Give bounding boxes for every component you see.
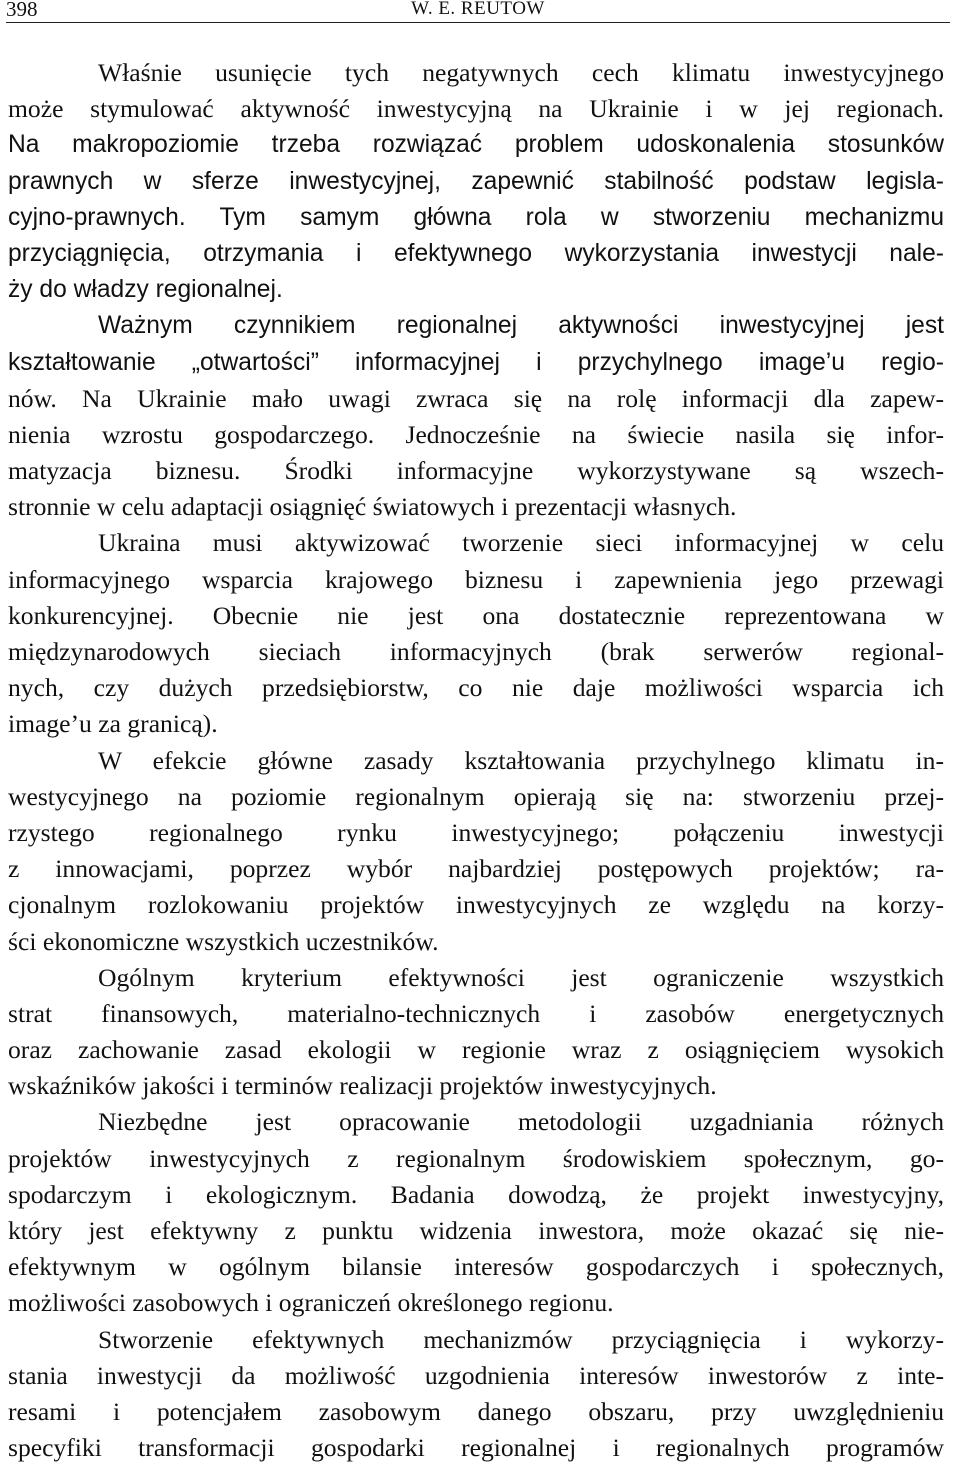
text-line: image’u za granicą). <box>8 709 218 739</box>
text-line: Niezbędne jest opracowanie metodologii uzgadniania różnych <box>98 1107 944 1137</box>
page-number: 398 <box>6 0 38 21</box>
text-line: przyciągnięcia, otrzymania i efektywnego wykorzystania inwestycji nale- <box>8 239 944 267</box>
text-line: Na makropoziomie trzeba rozwiązać problem udoskonalenia stosunków <box>8 131 944 159</box>
text-line: Stworzenie efektywnych mechanizmów przyciągnięcia i wykorzy- <box>98 1324 944 1354</box>
paragraph <box>8 960 944 1105</box>
text-line: specyfiki transformacji gospodarki regionalnej i regionalnych programów <box>8 1433 944 1463</box>
paragraph <box>8 1322 944 1467</box>
running-header <box>6 0 950 23</box>
text-line: rzystego regionalnego rynku inwestycyjnego; połączeniu inwestycji <box>8 817 944 847</box>
text-line: nienia wzrostu gospodarczego. Jednocześnie na świecie nasila się infor- <box>8 419 944 449</box>
text-line: prawnych w sferze inwestycyjnej, zapewnić stabilność podstaw legisla- <box>8 167 944 195</box>
text-line: Ukraina musi aktywizować tworzenie sieci informacyjnej w celu <box>98 528 944 558</box>
text-line: oraz zachowanie zasad ekologii w regionie wraz z osiągnięciem wysokich <box>8 1035 944 1065</box>
text-line: projektów inwestycyjnych z regionalnym środowiskiem społecznym, go- <box>8 1143 944 1173</box>
text-line: ści ekonomiczne wszystkich uczestników. <box>8 926 439 956</box>
text-line: nów. Na Ukrainie mało uwagi zwraca się na rolę informacji dla zapew- <box>8 383 944 413</box>
paragraph <box>8 525 944 742</box>
text-line: stania inwestycji da możliwość uzgodnienia interesów inwestorów z inte- <box>8 1360 944 1390</box>
text-line: W efekcie główne zasady kształtowania przychylnego klimatu in- <box>98 745 944 775</box>
paragraph <box>8 308 944 525</box>
running-head-author: W. E. REUTOW <box>411 0 545 19</box>
paragraph <box>8 1104 944 1321</box>
text-line: konkurencyjnej. Obecnie nie jest ona dostatecznie reprezentowana w <box>8 600 944 630</box>
text-line: strat finansowych, materialno-technicznych i zasobów energetycznych <box>8 998 944 1028</box>
text-line: matyzacja biznesu. Środki informacyjne wykorzystywane są wszech- <box>8 456 944 486</box>
text-line: kształtowanie „otwartości” informacyjnej i przychylnego image’u regio- <box>8 348 944 376</box>
paragraph <box>8 743 944 960</box>
text-line: międzynarodowych sieciach informacyjnych (brak serwerów regional- <box>8 637 944 666</box>
text-line: który jest efektywny z punktu widzenia inwestora, może okazać się nie- <box>8 1216 944 1245</box>
text-line: ży do władzy regionalnej. <box>8 276 283 304</box>
text-line: westycyjnego na poziomie regionalnym opierają się na: stworzeniu przej- <box>8 781 944 811</box>
text-line: nych, czy dużych przedsiębiorstw, co nie daje możliwości wsparcia ich <box>8 673 944 703</box>
paragraph <box>8 55 944 308</box>
text-line: wskaźników jakości i terminów realizacji projektów inwestycyjnych. <box>8 1071 717 1101</box>
text-line: efektywnym w ogólnym bilansie interesów gospodarczych i społecznych, <box>8 1252 944 1282</box>
body-text <box>8 55 944 1466</box>
text-line: możliwości zasobowych i ograniczeń określonego regionu. <box>8 1288 614 1318</box>
text-line: Właśnie usunięcie tych negatywnych cech klimatu inwestycyjnego <box>98 58 944 87</box>
text-line: spodarczym i ekologicznym. Badania dowodzą, że projekt inwestycyjny, <box>8 1179 944 1209</box>
text-line: stronnie w celu adaptacji osiągnięć światowych i prezentacji własnych. <box>8 492 737 522</box>
text-line: może stymulować aktywność inwestycyjną na Ukrainie i w jej regionach. <box>8 94 944 124</box>
text-line: resami i potencjałem zasobowym danego obszaru, przy uwzględnieniu <box>8 1396 944 1426</box>
text-line: Ważnym czynnikiem regionalnej aktywności inwestycyjnej jest <box>98 312 944 340</box>
text-line: cyjno-prawnych. Tym samym główna rola w stworzeniu mechanizmu <box>8 203 944 231</box>
text-line: Ogólnym kryterium efektywności jest ograniczenie wszystkich <box>98 962 944 992</box>
text-line: z innowacjami, poprzez wybór najbardziej postępowych projektów; ra- <box>8 854 944 884</box>
text-line: cjonalnym rozlokowaniu projektów inwestycyjnych ze względu na korzy- <box>8 890 944 920</box>
text-line: informacyjnego wsparcia krajowego biznesu i zapewnienia jego przewagi <box>8 564 944 594</box>
